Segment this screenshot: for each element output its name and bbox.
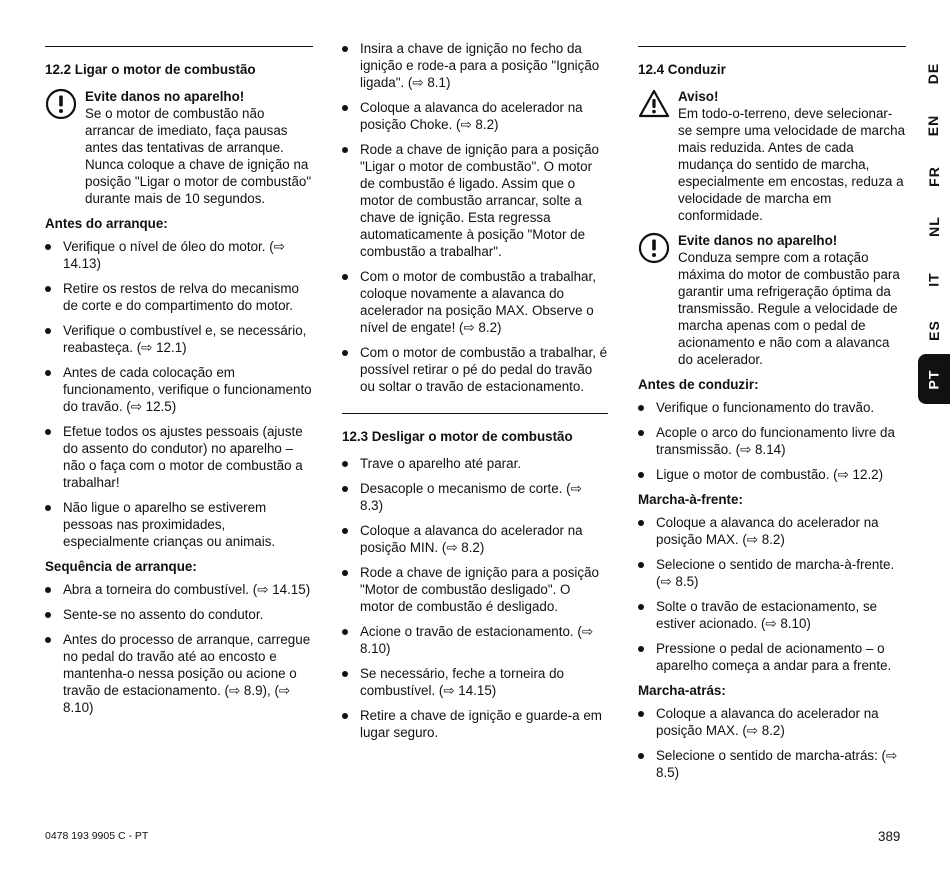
bullet-icon	[342, 570, 348, 576]
bullet-icon	[45, 244, 51, 250]
bullet-icon	[342, 46, 348, 52]
bullet-list	[342, 40, 608, 395]
bullet-icon	[342, 486, 348, 492]
list-item	[342, 707, 608, 741]
tab-label: DE	[925, 62, 942, 84]
bullet-icon	[638, 562, 644, 568]
column-3	[638, 40, 906, 789]
list-item	[638, 424, 906, 458]
list-item	[342, 623, 608, 657]
tab-fr[interactable]	[918, 151, 950, 201]
list-item-text: Retire os restos de relva do mecanismo de corte e do compartimento do motor.	[63, 281, 299, 313]
bullet-icon	[342, 713, 348, 719]
section-divider	[638, 46, 906, 47]
bullet-icon	[638, 604, 644, 610]
list-item-text: Acione o travão de estacionamento. (⇨ 8.10)	[360, 624, 594, 656]
list-item	[638, 598, 906, 632]
bullet-icon	[342, 350, 348, 356]
damage-notice	[45, 88, 313, 207]
tab-es[interactable]	[918, 305, 950, 355]
list-item	[638, 640, 906, 674]
list-item-text: Selecione o sentido de marcha-atrás: (⇨ 8.5)	[656, 748, 898, 780]
warning-notice	[638, 88, 906, 224]
list-item	[342, 564, 608, 615]
bullet-icon	[45, 429, 51, 435]
list-item-text: Verifique o nível de óleo do motor. (⇨ 14.13)	[63, 239, 285, 271]
list-item-text: Coloque a alavanca do acelerador na posição Choke. (⇨ 8.2)	[360, 100, 583, 132]
bullet-icon	[45, 587, 51, 593]
notice-title: Evite danos no aparelho!	[678, 233, 838, 248]
subheading: Sequência de arranque:	[45, 559, 197, 574]
bullet-icon	[45, 328, 51, 334]
list-item-text: Rode a chave de ignição para a posição "Motor de combustão desligado". O motor de combustão é desligado.	[360, 565, 599, 614]
bullet-list	[638, 705, 906, 781]
page-number: 389	[878, 829, 901, 844]
exclamation-icon	[638, 232, 670, 264]
bullet-list	[638, 399, 906, 483]
list-item	[45, 631, 313, 716]
list-item-text: Insira a chave de ignição no fecho da ignição e rode-a para a posição "Ignição ligada". (⇨ 8.1)	[360, 41, 600, 90]
list-item-text: Rode a chave de ignição para a posição "Ligar o motor de combustão". O motor de combustão é ligado. Assim que o motor de combustão arrancar, solte a chave de ignição. Esta regressa automaticamente à posição "Motor de combustão a trabalhar".	[360, 142, 599, 259]
column-2	[342, 40, 608, 749]
bullet-icon	[342, 528, 348, 534]
list-item	[638, 514, 906, 548]
list-item-text: Com o motor de combustão a trabalhar, coloque novamente a alavanca do acelerador na posição MAX. Observe o nível de engate! (⇨ 8.2)	[360, 269, 596, 335]
tab-it[interactable]	[918, 254, 950, 304]
warning-triangle-icon	[638, 88, 670, 120]
list-item-text: Retire a chave de ignição e guarde-a em lugar seguro.	[360, 708, 602, 740]
list-item-text: Com o motor de combustão a trabalhar, é possível retirar o pé do pedal do travão ou soltar o travão de estacionamento.	[360, 345, 608, 394]
bullet-icon	[638, 753, 644, 759]
bullet-icon	[342, 274, 348, 280]
tab-pt[interactable]	[918, 354, 950, 404]
list-item-text: Desacople o mecanismo de corte. (⇨ 8.3)	[360, 481, 582, 513]
tab-label: FR	[925, 165, 942, 187]
list-item	[638, 399, 906, 416]
list-item-text: Coloque a alavanca do acelerador na posição MAX. (⇨ 8.2)	[656, 515, 879, 547]
notice-text: Se o motor de combustão não arrancar de imediato, faça pausas antes das tentativas de arranque. Nunca coloque a chave de ignição na posição "Ligar o motor de combustão" durante mais de 10 segundos.	[85, 106, 312, 206]
section-title: 12.4 Conduzir	[638, 62, 726, 77]
exclamation-icon	[45, 88, 77, 120]
bullet-icon	[638, 430, 644, 436]
damage-notice	[638, 232, 906, 368]
list-item	[342, 522, 608, 556]
bullet-icon	[342, 461, 348, 467]
list-item	[638, 747, 906, 781]
tab-nl[interactable]	[918, 201, 950, 251]
list-item	[342, 268, 608, 336]
list-item-text: Ligue o motor de combustão. (⇨ 12.2)	[656, 467, 884, 482]
list-item-text: Sente-se no assento do condutor.	[63, 607, 264, 622]
list-item-text: Pressione o pedal de acionamento – o aparelho começa a andar para a frente.	[656, 641, 892, 673]
tab-label: ES	[925, 319, 942, 341]
list-item-text: Efetue todos os ajustes pessoais (ajuste do assento do condutor) no aparelho – não o faça com o motor de combustão a trabalhar!	[63, 424, 303, 490]
list-item	[342, 480, 608, 514]
bullet-icon	[638, 472, 644, 478]
list-item	[45, 280, 313, 314]
section-title: 12.2 Ligar o motor de combustão	[45, 62, 256, 77]
notice-text: Conduza sempre com a rotação máxima do motor de combustão para garantir uma refrigeração óptima da transmissão. Regule a velocidade de marcha apenas com o pedal de acionamento e não com a alavanca do acelerador.	[678, 250, 900, 367]
section-divider	[45, 46, 313, 47]
subheading: Antes do arranque:	[45, 216, 168, 231]
subheading: Antes de conduzir:	[638, 377, 759, 392]
tab-label: EN	[925, 114, 942, 136]
bullet-icon	[342, 671, 348, 677]
list-item	[45, 238, 313, 272]
list-item-text: Verifique o funcionamento do travão.	[656, 400, 875, 415]
tab-label: PT	[925, 369, 942, 389]
subheading: Marcha-à-frente:	[638, 492, 743, 507]
tab-en[interactable]	[918, 100, 950, 150]
bullet-icon	[638, 520, 644, 526]
list-item	[45, 322, 313, 356]
bullet-icon	[45, 505, 51, 511]
bullet-icon	[45, 637, 51, 643]
list-item	[45, 423, 313, 491]
warning-text: Em todo-o-terreno, deve selecionar-se sempre uma velocidade de marcha mais reduzida. Antes de cada mudança do sentido de marcha, especialmente em encostas, reduza a velocidade de marcha em conformidade.	[678, 106, 906, 223]
bullet-icon	[45, 612, 51, 618]
list-item	[45, 606, 313, 623]
column-1	[45, 40, 313, 724]
list-item	[342, 344, 608, 395]
list-item	[342, 455, 608, 472]
list-item-text: Antes do processo de arranque, carregue no pedal do travão até ao encosto e mantenha-o nessa posição ou acione o travão de estacionamento. (⇨ 8.9), (⇨ 8.10)	[63, 632, 311, 715]
bullet-icon	[638, 646, 644, 652]
bullet-icon	[342, 147, 348, 153]
list-item	[638, 705, 906, 739]
list-item	[638, 556, 906, 590]
list-item-text: Trave o aparelho até parar.	[360, 456, 522, 471]
tab-label: NL	[925, 215, 942, 237]
bullet-list	[638, 514, 906, 674]
list-item-text: Abra a torneira do combustível. (⇨ 14.15)	[63, 582, 311, 597]
bullet-icon	[638, 711, 644, 717]
bullet-icon	[638, 405, 644, 411]
bullet-icon	[342, 105, 348, 111]
list-item	[45, 581, 313, 598]
notice-title: Evite danos no aparelho!	[85, 89, 245, 104]
list-item-text: Acople o arco do funcionamento livre da transmissão. (⇨ 8.14)	[656, 425, 895, 457]
list-item	[342, 141, 608, 260]
list-item-text: Coloque a alavanca do acelerador na posição MIN. (⇨ 8.2)	[360, 523, 583, 555]
tab-label: IT	[925, 271, 942, 287]
list-item-text: Não ligue o aparelho se estiverem pessoas nas proximidades, especialmente crianças ou animais.	[63, 500, 276, 549]
list-item-text: Verifique o combustível e, se necessário, reabasteça. (⇨ 12.1)	[63, 323, 307, 355]
list-item-text: Selecione o sentido de marcha-à-frente. (⇨ 8.5)	[656, 557, 895, 589]
list-item	[45, 364, 313, 415]
list-item-text: Solte o travão de estacionamento, se estiver acionado. (⇨ 8.10)	[656, 599, 878, 631]
list-item	[638, 466, 906, 483]
list-item-text: Coloque a alavanca do acelerador na posição MAX. (⇨ 8.2)	[656, 706, 879, 738]
list-item	[45, 499, 313, 550]
bullet-list	[45, 238, 313, 550]
section-title: 12.3 Desligar o motor de combustão	[342, 429, 573, 444]
list-item	[342, 665, 608, 699]
bullet-list	[342, 455, 608, 741]
list-item-text: Se necessário, feche a torneira do combustível. (⇨ 14.15)	[360, 666, 564, 698]
bullet-list	[45, 581, 313, 716]
document-code: 0478 193 9905 C - PT	[45, 830, 149, 842]
bullet-icon	[45, 370, 51, 376]
list-item	[342, 99, 608, 133]
bullet-icon	[45, 286, 51, 292]
subheading: Marcha-atrás:	[638, 683, 726, 698]
section-divider	[342, 413, 608, 414]
tab-de[interactable]	[918, 48, 950, 98]
list-item	[342, 40, 608, 91]
list-item-text: Antes de cada colocação em funcionamento, verifique o funcionamento do travão. (⇨ 12.5)	[63, 365, 312, 414]
warning-title: Aviso!	[678, 89, 719, 104]
bullet-icon	[342, 629, 348, 635]
